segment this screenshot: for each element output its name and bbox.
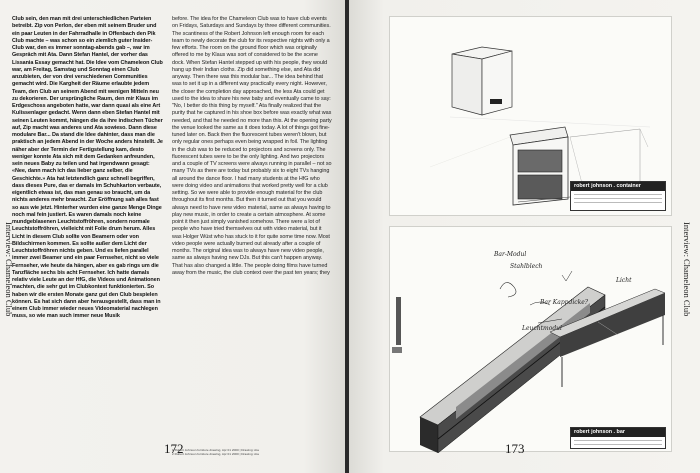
page-number-right: 173 [505,441,525,456]
left-page [0,0,345,473]
caption-2: 2 Robert Johnson furniture drawing, Apr 01 2000 | Drawing: Ata [172,452,259,457]
running-title-left: Interview: Chameleon Club [4,222,14,317]
note-bar-thickness: Bar Kappdicke? [540,299,589,306]
container-title-block [570,181,666,211]
bar-drawing-sheet [389,226,672,452]
bar-sketch-drawing [390,227,673,453]
caption-1: 1 Robert Johnson furniture drawing, Apr 01 2000 | Drawing: Ata [172,448,259,452]
bar-title-block [570,427,666,449]
note-light-module: Leuchtmodul [522,325,562,332]
container-drawing-sheet [389,16,672,216]
page-number-left: 172 [164,441,184,456]
note-steel-sheet: Stahlblech [510,263,543,270]
english-text-column: before. The idea for the Chameleon Club was to have club events on Fridays, Saturdays and Sundays by three different communities. The scantiness of the Robert Johnson left enough room for each team to newly decorate the club for its respective nights with only a few efforts. The room on the ground floor which was originally offered to me by Klaus was sort of considered to be the scene dock. When Stefan Hantel stepped up with his people, they would hang up their Indian cloths. Zip did something else, and Ata did anyway. Then there was this modular bar... The idea behind that was to set it up in a different way practically every night. However, the closer the completion day approached, the less Ata could get used to the idea to share his new baby and eventually came to say: "No, I better do this thing by myself." Ata finally realized that the purity that he captured in his shoe box before was exactly what was needed, and that he needed no more than this. At the opening party the venue looked the same as it does today. A lot of things got fine-tuned later on. Back then the fluorescent tubes weren't blown, but only regular ones perhaps even being wrapped in foil. The lighting in the club was to be reduced to projectors and screens only. The fluorescent tubes were to be the only lighting. And two projectors and a couple of TV screens were always running in parallel – not so many TVs as there are today but probably six to eight TVs hanging all around the dance floor. I had many students at the HfG who were doing video and animations that worked pretty well for a club setting. So we were able to provide enough material for the club throughout its first months. But then it turned out that you would always need to have new video material, same as always having to play new music, in order to create a certain atmosphere. At some point it then just simply vanished somehow. There were a lot of people who have tried themselves out with video material, but it was Holger Wüst who has stuck to it for quite some time now. Most video people were actually burned out already after a couple of months. The original idea was to always have new video people, same as always having new DJs. But this can't happen anyway. That has also changed a little. The people doing films have turned away from the music, the club context over the past ten years; they [172,16,332,276]
running-title-right: Interview: Chameleon Club [682,222,692,317]
note-bar-module: Bar-Modul [494,251,527,258]
right-page [349,0,700,473]
german-text-column: Club sein, den man mit drei unterschiedlichen Parteien betreibt. Zip von Perlon, der eben mit seinem Bruder und ein paar Leuten in der Fahrradhalle in Offenbach den Pik Club machte – was schon so ein ziemlich guter Insider-Club war, den es immer sonntag-abends gab –, war im Gespräch mit Ata. Dann Stefan Hantel, der vorher das Lissania Essay gemacht hat. Die Idee vom Chameleon Club war, am Freitag, Samstag und Sonntag einen Club anzubieten, der von drei verschiedenen Communities gemacht wird. Die Kargheit der Räume erlaubte jedem Team, den Club an seinem Abend mit wenigen Mitteln neu zu dekorieren. Der ursprüngliche Raum, den mir Klaus im Erdgeschoss angeboten hatte, war dann quasi als eine Art Kulissenlager gedacht. Wenn dann eben Stefan Hantel mit seinen Leuten kommt, hängen die da ihre indischen Tücher auf, Zip macht was anderes und Ata sowieso. Dann diese modulare Bar... Da stand die Idee dahinter, dass man die praktisch an jedem Abend in der Woche anders hinstellt. Je näher aber der Termin der Fertigstellung kam, desto weniger konnte Ata sich mit dem Gedanken anfreunden, sein neues Baby zu teilen und hat irgendwann gesagt: «Nee, dann mach ich das lieber ganz selber, die Geschichte.» Ata hat letztendlich ganz schnell begriffen, dass dieses Pure, das er damals im Schuhkarton verbaute, eigentlich etwas ist, das man genau so braucht, um da nichts anderes mehr braucht. Zur Eröffnung sah alles fast so aus wie jetzt. Hinterher wurden eine ganze Menge Dinge noch mal fein justiert. Es waren damals noch keine mundgeblasenen Leuchtstoffröhren, sondern normale Leuchtstoffröhren, vielleicht mit Folie drum herum. Alles Licht in diesem Club sollte von Beamern oder von Bildschirmen kommen. Es sollte außer dem Licht der Leuchtstoffröhren nichts geben. Und es liefen parallel immer zwei Beamer und ein paar Fernseher, nicht so viele Fernseher, wie heute da hängen, aber es gab rings um die Tanzfläche sechs bis acht Fernseher. Ich hatte damals relativ viele Leute an der HfG, die Videos und Animationen machten, die sehr gut im Clubkontext funktionierten. So haben wir die ersten Monate ganz gut den Club bespielen können. Es hat sich dann aber herausgestellt, dass man in einem Club immer wieder neues Videomaterial nachlegen muss, so wie man such immer neue Musik [12,16,163,320]
container-label: robert johnson . container [571,182,665,191]
bar-label: robert johnson . bar [571,428,665,437]
figure-captions [172,448,332,456]
note-light: Licht [616,277,632,284]
